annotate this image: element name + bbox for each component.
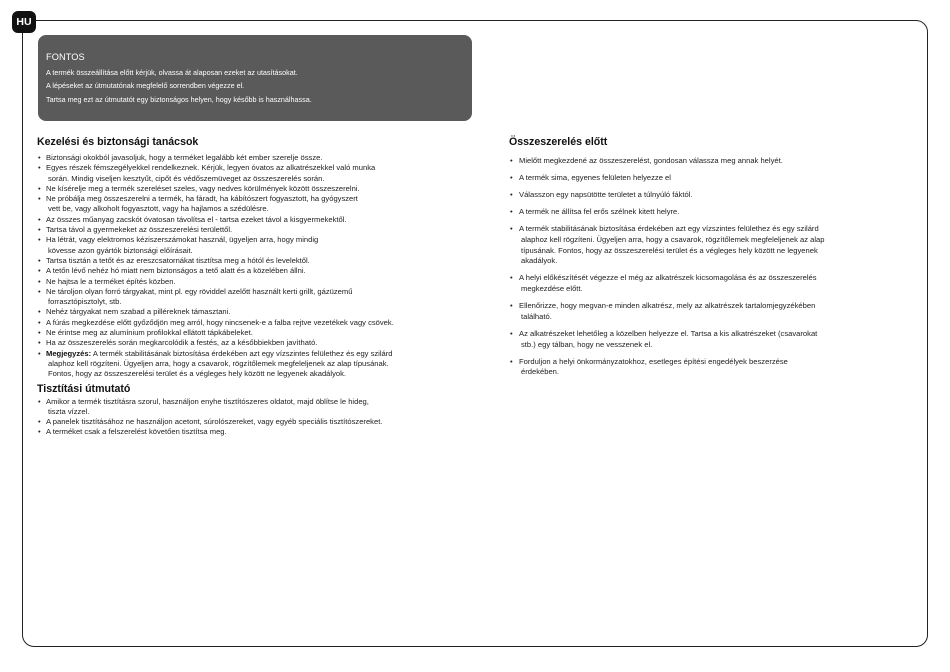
list-item: • A terméket csak a felszerelést követően tisztítsa meg. — [37, 427, 482, 437]
list-item: • Ne hajtsa le a terméket építés közben. — [37, 277, 482, 287]
list-item: • Nehéz tárgyakat nem szabad a pilléreknek támasztani. — [37, 307, 482, 317]
list-item: • Biztonsági okokból javasoljuk, hogy a terméket legalább két ember szerelje össze. — [37, 153, 482, 163]
list-item: • Válasszon egy napsütötte területet a túlnyúló fáktól. — [509, 190, 909, 201]
before-assembly-list — [509, 156, 909, 378]
language-badge: HU — [12, 11, 36, 33]
notice-title: FONTOS — [46, 52, 85, 62]
list-item: • Mielőtt megkezdené az összeszerelést, gondosan válassza meg annak helyét. — [509, 156, 909, 167]
right-column — [509, 136, 909, 384]
safety-list — [37, 153, 482, 380]
list-item: • A termék ne állítsa fel erős szélnek kitett helyre. — [509, 207, 909, 218]
list-item: • A tetőn lévő nehéz hó miatt nem biztonságos a tető alatt és a közelében állni. — [37, 266, 482, 276]
safety-heading: Kezelési és biztonsági tanácsok — [37, 136, 199, 148]
list-item: • Ha létrát, vagy elektromos kéziszerszámokat használ, ügyeljen arra, hogy mindig kövesse azon gyártók biztonsági előírásait. — [37, 235, 482, 256]
list-item: • Egyes részek fémszegélyekkel rendelkeznek. Kérjük, legyen óvatos az alkatrészekkel való munka során. Mindig viseljen kesztyűt, cipőt és védőszemüveget az összeszerelés során. — [37, 163, 482, 184]
list-item: • Tartsa távol a gyermekeket az összeszerelési területtől. — [37, 225, 482, 235]
list-item: • Amikor a termék tisztításra szorul, használjon enyhe tisztítószeres oldatot, majd öblítse le hideg, tiszta vízzel. — [37, 397, 482, 418]
notice-line: A lépéseket az útmutatónak megfelelő sorrendben végezze el. — [46, 81, 245, 91]
list-item: • Ne kísérelje meg a termék szereléset szeles, vagy nedves körülmények között összeszerelni. — [37, 184, 482, 194]
important-notice-box — [38, 35, 472, 121]
cleaning-heading: Tisztítási útmutató — [37, 382, 131, 395]
note-item: • Megjegyzés: A termék stabilitásának biztosítása érdekében azt egy vízszintes felülethez és egy szilárd alaphoz kell rögzíteni. Ügyeljen arra, hogy a csavarok, rögzítőlemek megfeleljenek az alap típusának. Fontos, hogy az összeszerelési terület és a végleges hely között ne legyenek akadályok. — [37, 349, 482, 380]
list-item: • Forduljon a helyi önkormányzatokhoz, esetleges építési engedélyek beszerzése érdekében. — [509, 357, 909, 379]
list-item: • Az alkatrészeket lehetőleg a közelben helyezze el. Tartsa a kis alkatrészeket (csavarokat stb.) egy tálban, hogy ne vesszenek el. — [509, 329, 909, 351]
list-item: • Ellenőrizze, hogy megvan-e minden alkatrész, mely az alkatrészek tartalomjegyzékében található. — [509, 301, 909, 323]
list-item: • A panelek tisztításához ne használjon acetont, súrolószereket, vagy egyéb speciális tisztítószereket. — [37, 417, 482, 427]
left-column — [37, 136, 482, 438]
list-item: • A helyi előkészítését végezze el még az alkatrészek kicsomagolása és az összeszerelés megkezdése előtt. — [509, 273, 909, 295]
list-item: • Tartsa tisztán a tetőt és az ereszcsatornákat tisztítsa meg a hótól és levelektől. — [37, 256, 482, 266]
before-assembly-heading: Összeszerelés előtt — [509, 136, 608, 148]
notice-line: Tartsa meg ezt az útmutatót egy biztonságos helyen, hogy később is használhassa. — [46, 94, 312, 104]
list-item: • Ne érintse meg az alumínium profilokkal ellátott tápkábeleket. — [37, 328, 482, 338]
list-item: • Ha az összeszerelés során megkarcolódik a festés, az a későbbiekben javítható. — [37, 338, 482, 348]
notice-line: A termék összeállítása előtt kérjük, olvassa át alaposan ezeket az utasításokat. — [46, 68, 298, 77]
list-item: • A termék stabilitásának biztosítása érdekében azt egy vízszintes felülethez és egy szilárd alaphoz kell rögzíteni. Ügyeljen arra, hogy a csavarok, rögzítőlemek megfeleljenek az alap típusának. Fontos, hogy az összeszerelési terület és a végleges hely között ne legyenek akadályok. — [509, 224, 909, 267]
note-label: Megjegyzés: — [46, 348, 92, 358]
list-item: • Az összes műanyag zacskót óvatosan távolítsa el - tartsa ezeket távol a kisgyermekektől. — [37, 215, 482, 225]
cleaning-list — [37, 397, 482, 438]
list-item: • Ne próbálja meg összeszerelni a termék, ha fáradt, ha kábítószert fogyasztott, ha gyógyszert vett be, vagy alkoholt fogyasztott, vagy ha hajlamos a szédülésre. — [37, 194, 482, 215]
list-item: • Ne tároljon olyan forró tárgyakat, mint pl. egy röviddel azelőtt használt kerti grillt, gázüzemű forrasztópisztolyt, stb. — [37, 287, 482, 308]
list-item: • A fúrás megkezdése előtt győződjön meg arról, hogy nincsenek-e a falba rejtve vezetékek vagy csövek. — [37, 318, 482, 328]
list-item: • A termék sima, egyenes felületen helyezze el — [509, 173, 909, 184]
